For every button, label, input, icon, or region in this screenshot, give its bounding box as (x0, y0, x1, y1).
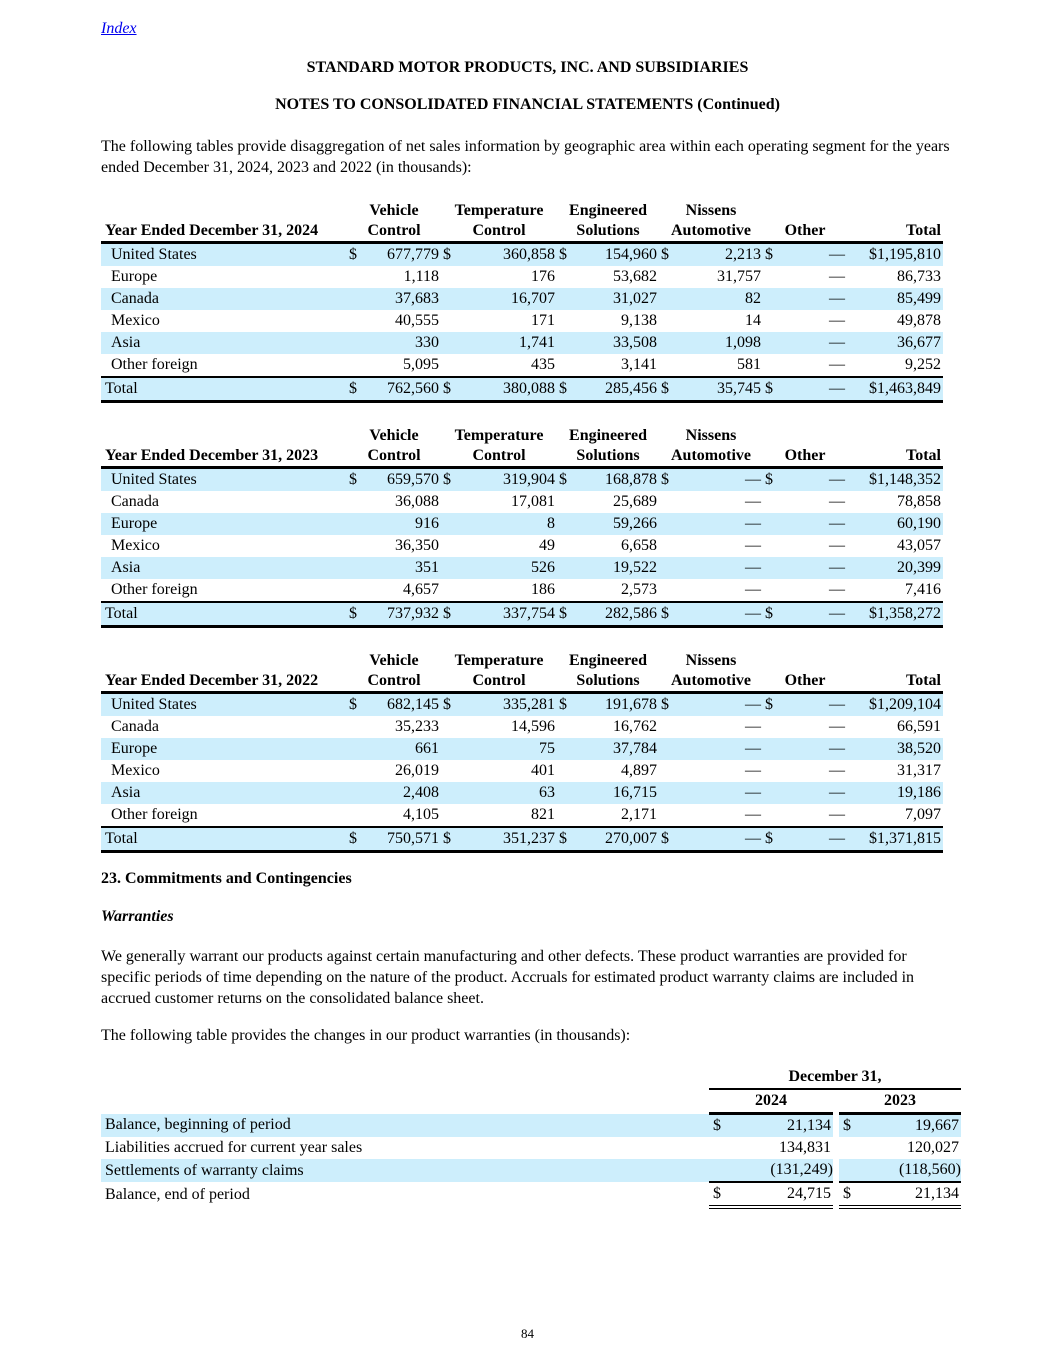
table-row: Mexico 40,555 171 9,138 14 — 49,878 (111, 312, 941, 329)
table-row: United States $ 659,570 $ 319,904 $ 168,878 $ — $ — $1,148,352 (101, 468, 943, 492)
col-header-total: Total (847, 201, 943, 243)
table-row: Europe 916 8 59,266 — — 60,190 (101, 513, 943, 535)
warranty-group-header: December 31, (709, 1066, 961, 1089)
col-header-tc: Temperature Control (441, 201, 557, 243)
total-row: Total $ 750,571 $ 351,237 $ 270,007 $ — $ — $1,371,815 (101, 827, 943, 852)
total-row: Total $ 762,560 $ 380,088 $ 285,456 $ 35,745 $ — $1,463,849 (101, 377, 943, 402)
table-title: Year Ended December 31, 2022 (101, 651, 347, 693)
col-header-es: Engineered Solutions (557, 651, 659, 693)
table-row: Canada 35,233 14,596 16,762 — — 66,591 (111, 718, 941, 735)
col-header-other: Other (763, 651, 847, 693)
total-row: Total $ 737,932 $ 337,754 $ 282,586 $ — $ — $1,358,272 (101, 602, 943, 627)
geo-sales-table-2024 (101, 201, 943, 403)
warranty-year-2023: 2023 (839, 1089, 961, 1114)
warranty-table-intro: The following table provides the changes in our product warranties (in thousands): (101, 1027, 631, 1044)
section-heading: 23. Commitments and Contingencies (101, 870, 352, 887)
geo-sales-table-2023 (101, 426, 943, 628)
table-row: Other foreign 4,657 186 2,573 — — 7,416 (111, 581, 941, 598)
col-header-other: Other (763, 201, 847, 243)
col-header-tc: Temperature Control (441, 426, 557, 468)
col-header-na: Nissens Automotive (659, 426, 763, 468)
table-row: Canada 37,683 16,707 31,027 82 — 85,499 (101, 288, 943, 310)
col-header-na: Nissens Automotive (659, 201, 763, 243)
table-row: Other foreign 5,095 435 3,141 581 — 9,252 (111, 356, 941, 373)
table-title: Year Ended December 31, 2024 (101, 201, 347, 243)
col-header-vc: Vehicle Control (347, 651, 441, 693)
col-header-other: Other (763, 426, 847, 468)
table-row: Europe 1,118 176 53,682 31,757 — 86,733 (111, 268, 941, 285)
warranty-year-2024: 2024 (709, 1089, 833, 1114)
col-header-vc: Vehicle Control (347, 426, 441, 468)
table-row: Mexico 26,019 401 4,897 — — 31,317 (111, 762, 941, 779)
col-header-es: Engineered Solutions (557, 426, 659, 468)
table-title: Year Ended December 31, 2023 (101, 426, 347, 468)
page-number: 84 (521, 1326, 534, 1341)
page-subtitle: NOTES TO CONSOLIDATED FINANCIAL STATEMENTS (Continued) (275, 96, 780, 113)
col-header-vc: Vehicle Control (347, 201, 441, 243)
table-row: Canada 36,088 17,081 25,689 — — 78,858 (111, 493, 941, 510)
index-link[interactable]: Index (101, 20, 137, 37)
table-row: United States $ 682,145 $ 335,281 $ 191,678 $ — $ — $1,209,104 (101, 693, 943, 717)
col-header-es: Engineered Solutions (557, 201, 659, 243)
table-row: Settlements of warranty claims (131,249) (118,560) (101, 1159, 961, 1182)
table-row: Balance, end of period $ 24,715 $ 21,134 (101, 1182, 961, 1207)
intro-paragraph: The following tables provide disaggregation of net sales information by geographic area within each operating segment for the years ended December 31, 2024, 2023 and 2022 (in thousands): (101, 138, 950, 176)
table-row: Europe 661 75 37,784 — — 38,520 (101, 738, 943, 760)
table-row: United States $ 677,779 $ 360,858 $ 154,960 $ 2,213 $ — $1,195,810 (101, 243, 943, 267)
table-row: Asia 351 526 19,522 — — 20,399 (101, 557, 943, 579)
table-row: Mexico 36,350 49 6,658 — — 43,057 (111, 537, 941, 554)
table-row: Liabilities accrued for current year sales 134,831 120,027 (105, 1139, 959, 1156)
col-header-tc: Temperature Control (441, 651, 557, 693)
geo-sales-table-2022 (101, 651, 943, 853)
col-header-total: Total (847, 651, 943, 693)
warranty-table (101, 1066, 961, 1209)
table-row: Asia 2,408 63 16,715 — — 19,186 (101, 782, 943, 804)
table-row: Asia 330 1,741 33,508 1,098 — 36,677 (101, 332, 943, 354)
table-row: Other foreign 4,105 821 2,171 — — 7,097 (111, 806, 941, 823)
col-header-na: Nissens Automotive (659, 651, 763, 693)
section-subheading: Warranties (101, 908, 174, 925)
table-row: Balance, beginning of period $ 21,134 $ 19,667 (101, 1114, 961, 1138)
col-header-total: Total (847, 426, 943, 468)
company-title: STANDARD MOTOR PRODUCTS, INC. AND SUBSIDIARIES (306, 59, 749, 76)
warranty-paragraph: We generally warrant our products against certain manufacturing and other defects. These product warranties are provided for specific periods of time depending on the nature of the product. Accruals for estimated product warranty claims are included in accrued customer returns on the consolidated balance sheet. (101, 948, 915, 1007)
